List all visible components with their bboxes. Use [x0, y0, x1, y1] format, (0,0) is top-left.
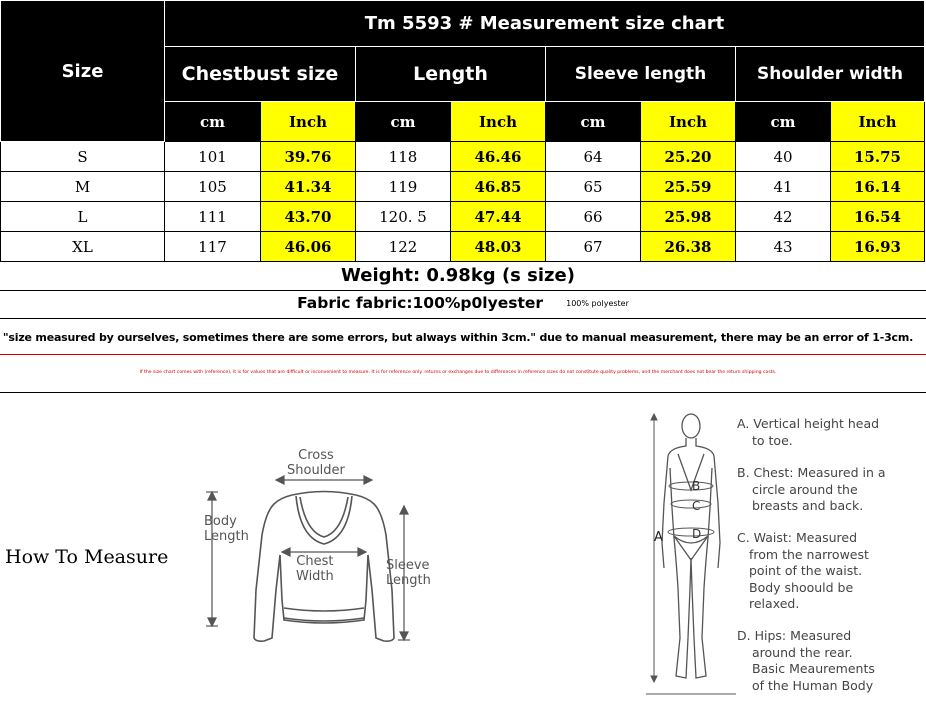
- unit-inch: Inch: [641, 102, 736, 142]
- chest-inch: 39.76: [261, 142, 356, 172]
- chest-cm: 111: [165, 202, 261, 232]
- figure-letter-b: B: [692, 479, 701, 493]
- size-label: S: [1, 142, 165, 172]
- table-row: [1, 232, 925, 262]
- table-row: [1, 202, 925, 232]
- shoulder-inch: 15.75: [831, 142, 925, 172]
- fabric-small-text: 100% polyester: [566, 299, 629, 308]
- size-label: L: [1, 202, 165, 232]
- cross-shoulder-label: Cross Shoulder: [287, 448, 345, 478]
- length-cm: 122: [356, 232, 451, 262]
- sleeve-cm: 67: [546, 232, 641, 262]
- unit-cm: cm: [736, 102, 831, 142]
- figure-letter-a: A: [654, 530, 663, 545]
- figure-letter-d: D: [692, 527, 702, 541]
- sleeve-inch: 26.38: [641, 232, 736, 262]
- how-to-measure-title: How To Measure: [5, 546, 169, 568]
- length-cm: 120. 5: [356, 202, 451, 232]
- sleeve-inch: 25.98: [641, 202, 736, 232]
- instruction-d-body: around the rear. Basic Meaurements of the Human Body: [752, 644, 875, 693]
- shoulder-cm: 41: [736, 172, 831, 202]
- unit-inch: Inch: [831, 102, 925, 142]
- sleeve-inch: 25.20: [641, 142, 736, 172]
- accent-divider: [0, 354, 926, 355]
- length-inch: 48.03: [451, 232, 546, 262]
- body-length-label: Body Length: [204, 514, 249, 544]
- group-header-length: Length: [356, 47, 546, 102]
- sleeve-length-label: Sleeve Length: [386, 558, 431, 588]
- unit-cm: cm: [546, 102, 641, 142]
- instruction-c: [737, 530, 869, 613]
- sleeve-cm: 64: [546, 142, 641, 172]
- group-header-shoulder: Shoulder width: [736, 47, 925, 102]
- table-row: [1, 172, 925, 202]
- instruction-b-body: circle around the breasts and back.: [752, 481, 864, 513]
- weight-text: Weight: 0.98kg (s size): [341, 265, 575, 286]
- length-inch: 46.46: [451, 142, 546, 172]
- instruction-a-title: A. Vertical height head: [737, 416, 880, 431]
- fabric-text: Fabric fabric:100%p0lyester: [297, 294, 544, 312]
- instruction-b: [737, 465, 886, 515]
- body-figure-diagram: [646, 408, 736, 696]
- shoulder-cm: 42: [736, 202, 831, 232]
- chest-cm: 105: [165, 172, 261, 202]
- disclaimer-text: If the size chart comes with (reference), it is for values that are difficult or inconvenient to measure. It is for reference only. returns or exchanges due to differences in reference sizes do not constitute quality problems, and the merchant does not bear the return shipping costs.: [139, 370, 777, 375]
- chest-inch: 43.70: [261, 202, 356, 232]
- instruction-a-body: to toe.: [752, 432, 793, 448]
- measurement-note: "size measured by ourselves, sometimes there are some errors, but always within 3cm." due to manual measurement, there may be an error of 1-3cm.: [2, 331, 914, 344]
- size-label: XL: [1, 232, 165, 262]
- length-cm: 119: [356, 172, 451, 202]
- shoulder-cm: 40: [736, 142, 831, 172]
- divider: [0, 318, 926, 319]
- chest-cm: 117: [165, 232, 261, 262]
- chest-cm: 101: [165, 142, 261, 172]
- length-cm: 118: [356, 142, 451, 172]
- unit-inch: Inch: [261, 102, 356, 142]
- table-row: [1, 142, 925, 172]
- instruction-a: [737, 416, 879, 449]
- size-chart-table: [0, 0, 925, 262]
- instruction-c-title: C. Waist: Measured: [737, 530, 858, 545]
- instruction-b-title: B. Chest: Measured in a: [737, 465, 886, 480]
- group-header-sleeve: Sleeve length: [546, 47, 736, 102]
- group-header-chest: Chestbust size: [165, 47, 356, 102]
- size-column-header: Size: [1, 1, 165, 142]
- unit-cm: cm: [356, 102, 451, 142]
- chest-inch: 46.06: [261, 232, 356, 262]
- chest-inch: 41.34: [261, 172, 356, 202]
- size-label: M: [1, 172, 165, 202]
- sleeve-cm: 66: [546, 202, 641, 232]
- unit-inch: Inch: [451, 102, 546, 142]
- fabric-line: [0, 293, 926, 312]
- unit-cm: cm: [165, 102, 261, 142]
- chest-width-label: Chest Width: [296, 554, 334, 584]
- shoulder-inch: 16.14: [831, 172, 925, 202]
- shoulder-inch: 16.93: [831, 232, 925, 262]
- divider: [0, 290, 926, 291]
- divider: [0, 392, 926, 393]
- chart-title: Tm 5593 # Measurement size chart: [165, 1, 925, 47]
- instruction-d-title: D. Hips: Measured: [737, 628, 852, 643]
- sleeve-cm: 65: [546, 172, 641, 202]
- figure-letter-c: C: [692, 499, 701, 513]
- length-inch: 46.85: [451, 172, 546, 202]
- instruction-d: [737, 628, 875, 694]
- shoulder-inch: 16.54: [831, 202, 925, 232]
- shoulder-cm: 43: [736, 232, 831, 262]
- length-inch: 47.44: [451, 202, 546, 232]
- sleeve-inch: 25.59: [641, 172, 736, 202]
- instruction-c-body: from the narrowest point of the waist. Body shoould be relaxed.: [749, 546, 869, 611]
